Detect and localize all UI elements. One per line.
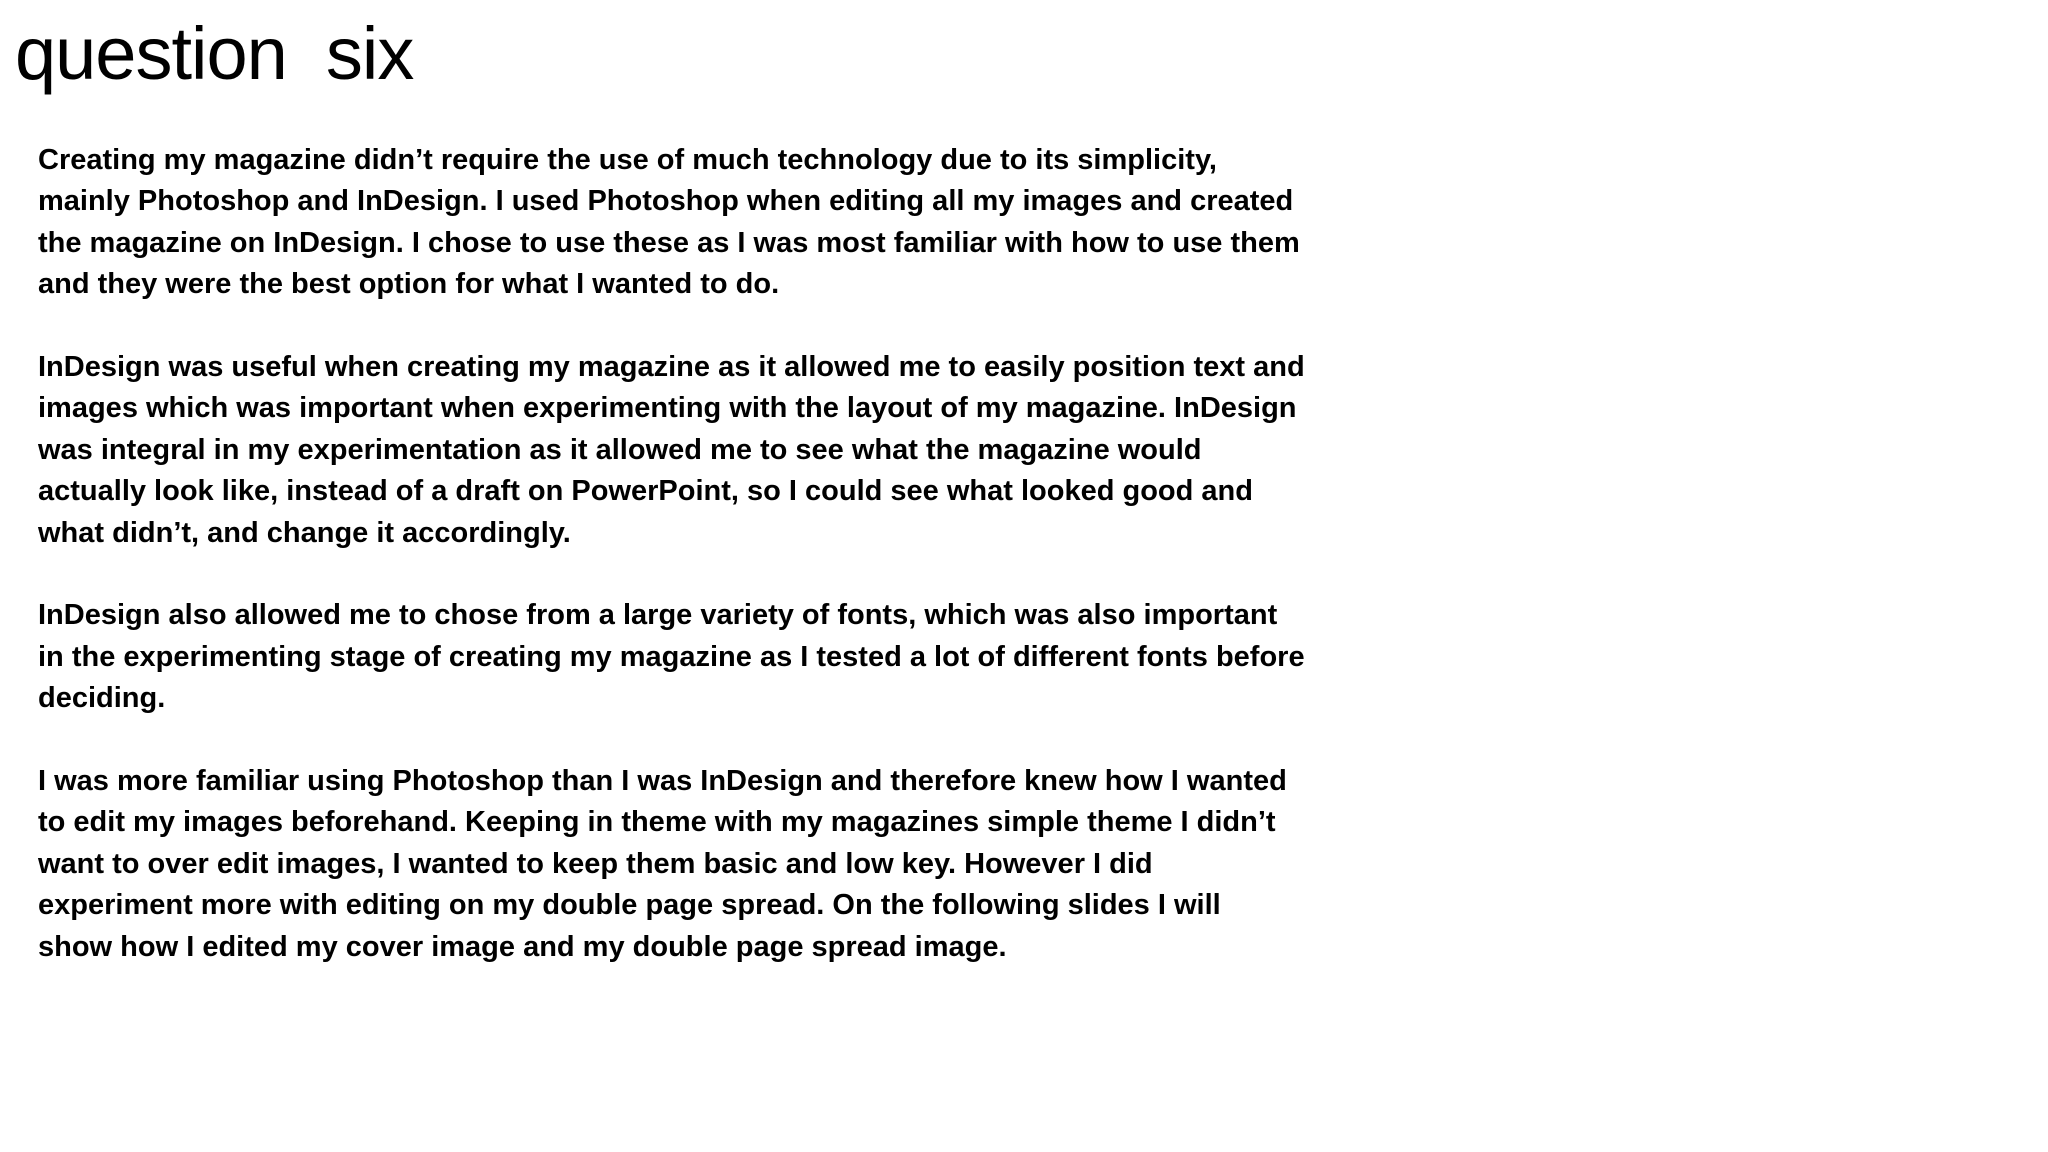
text-line: I was more familiar using Photoshop than I was InDesign and therefore knew how I wanted <box>38 765 1287 798</box>
paragraph-2 <box>38 347 1378 554</box>
text-line: mainly Photoshop and InDesign. I used Photoshop when editing all my images and created <box>38 185 1294 218</box>
text-line: in the experimenting stage of creating my magazine as I tested a lot of different fonts before <box>38 640 1305 673</box>
text-line: InDesign was useful when creating my magazine as it allowed me to easily position text and <box>38 351 1305 384</box>
text-line: was integral in my experimentation as it allowed me to see what the magazine would <box>38 433 1202 466</box>
text-line: want to over edit images, I wanted to keep them basic and low key. However I did <box>38 847 1153 880</box>
slide-body <box>38 140 1378 1009</box>
paragraph-3 <box>38 595 1378 719</box>
paragraph-1 <box>38 140 1378 306</box>
text-line: deciding. <box>38 682 166 715</box>
text-line: Creating my magazine didn’t require the use of much technology due to its simplicity, <box>38 144 1217 176</box>
text-line: and they were the best option for what I wanted to do. <box>38 268 780 301</box>
text-line: actually look like, instead of a draft on PowerPoint, so I could see what looked good and <box>38 475 1253 508</box>
text-line: images which was important when experimenting with the layout of my magazine. InDesign <box>38 392 1297 425</box>
text-line: experiment more with editing on my double page spread. On the following slides I will <box>38 889 1221 922</box>
text-line: InDesign also allowed me to chose from a large variety of fonts, which was also important <box>38 599 1278 632</box>
paragraph-4 <box>38 761 1378 968</box>
text-line: the magazine on InDesign. I chose to use these as I was most familiar with how to use them <box>38 226 1300 259</box>
slide-title: question six <box>15 12 414 95</box>
text-line: show how I edited my cover image and my double page spread image. <box>38 930 1007 963</box>
text-line: to edit my images beforehand. Keeping in theme with my magazines simple theme I didn’t <box>38 806 1276 839</box>
text-line: what didn’t, and change it accordingly. <box>38 516 571 549</box>
